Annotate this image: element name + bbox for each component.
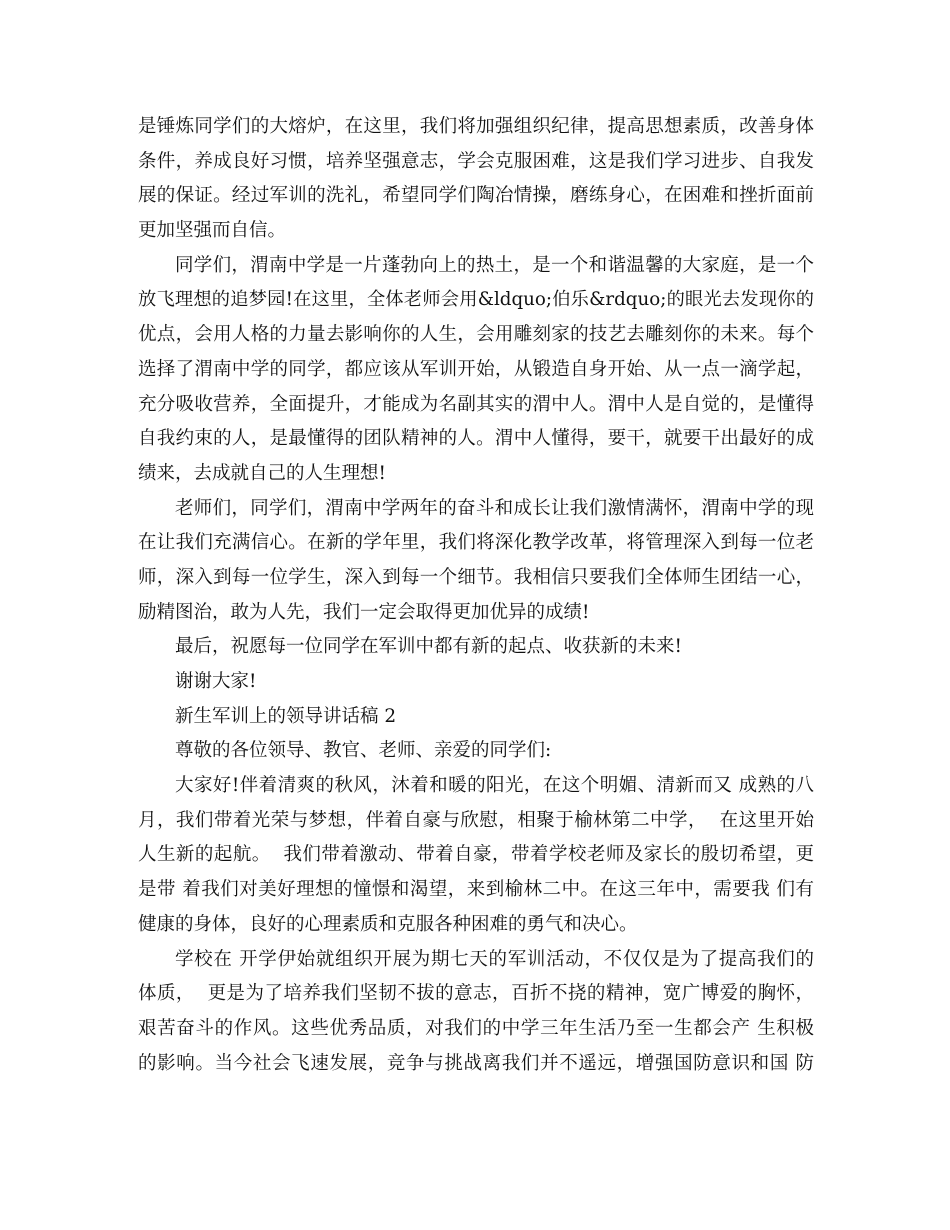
text-line: 条件，养成良好习惯，培养坚强意志，学会克服困难，这是我们学习进步、自我发 (138, 150, 814, 172)
text-line: 绩来，去成就自己的人生理想! (138, 462, 386, 484)
text-line: 是锤炼同学们的大熔炉，在这里，我们将加强组织纪律，提高思想素质，改善身体 (138, 116, 814, 137)
text-line: 体质， 更是为了培养我们坚韧不拔的意志，百折不挠的精神，宽广博爱的胸怀， (138, 983, 814, 1005)
text-line: 最后，祝愿每一位同学在军训中都有新的起点、收获新的未来! (175, 636, 682, 658)
text-line: 艰苦奋斗的作风。这些优秀品质，对我们的中学三年生活乃至一生都会产 生积极 (138, 1017, 814, 1039)
text-line: 大家好!伴着清爽的秋风，沐着和暖的阳光，在这个明媚、清新而又 成熟的八 (175, 775, 814, 797)
text-line: 老师们，同学们，渭南中学两年的奋斗和成长让我们激情满怀，渭南中学的现 (175, 497, 814, 519)
document-body (138, 110, 814, 1081)
text-line: 自我约束的人，是最懂得的团队精神的人。渭中人懂得，要干，就要干出最好的成 (138, 428, 814, 450)
text-line: 的影响。当今社会飞速发展，竞争与挑战离我们并不遥远，增强国防意识和国 防 (138, 1052, 814, 1074)
text-line: 充分吸收营养，全面提升，才能成为名副其实的渭中人。渭中人是自觉的，是懂得 (138, 393, 814, 415)
text-line: 优点，会用人格的力量去影响你的人生，会用雕刻家的技艺去雕刻你的未来。每个 (138, 324, 814, 346)
text-line: 更加坚强而自信。 (138, 220, 287, 242)
text-line: 学校在 开学伊始就组织开展为期七天的军训活动，不仅仅是为了提高我们的 (175, 948, 814, 970)
text-line: 师，深入到每一位学生，深入到每一个细节。我相信只要我们全体师生团结一心， (138, 566, 814, 588)
text-line: 励精图治，敢为人先，我们一定会取得更加优异的成绩! (138, 601, 590, 623)
text-line: 新生军训上的领导讲话稿 2 (175, 705, 397, 727)
text-line: 是带 着我们对美好理想的憧憬和渴望，来到榆林二中。在这三年中，需要我 们有 (138, 879, 814, 901)
text-line: 谢谢大家! (175, 671, 257, 692)
text-line: 同学们，渭南中学是一片蓬勃向上的热土，是一个和谐温馨的大家庭，是一个 (175, 254, 814, 276)
text-line: 健康的身体，良好的心理素质和克服各种困难的勇气和决心。 (138, 913, 638, 935)
text-line: 尊敬的各位领导、教官、老师、亲爱的同学们: (175, 740, 552, 762)
text-line: 人生新的起航。 我们带着激动、带着自豪，带着学校老师及家长的殷切希望，更 (138, 844, 814, 866)
text-line: 月，我们带着光荣与梦想，伴着自豪与欣慰，相聚于榆林第二中学， 在这里开始 (138, 809, 814, 831)
text-line: 放飞理想的追梦园!在这里，全体老师会用&ldquo;伯乐&rdquo;的眼光去发现你的 (138, 289, 814, 311)
text-line: 展的保证。经过军训的洗礼，希望同学们陶冶情操，磨练身心，在困难和挫折面前 (138, 185, 814, 207)
text-line: 在让我们充满信心。在新的学年里，我们将深化教学改革，将管理深入到每一位老 (138, 532, 814, 554)
text-line: 选择了渭南中学的同学，都应该从军训开始，从锻造自身开始、从一点一滴学起， (138, 358, 814, 380)
